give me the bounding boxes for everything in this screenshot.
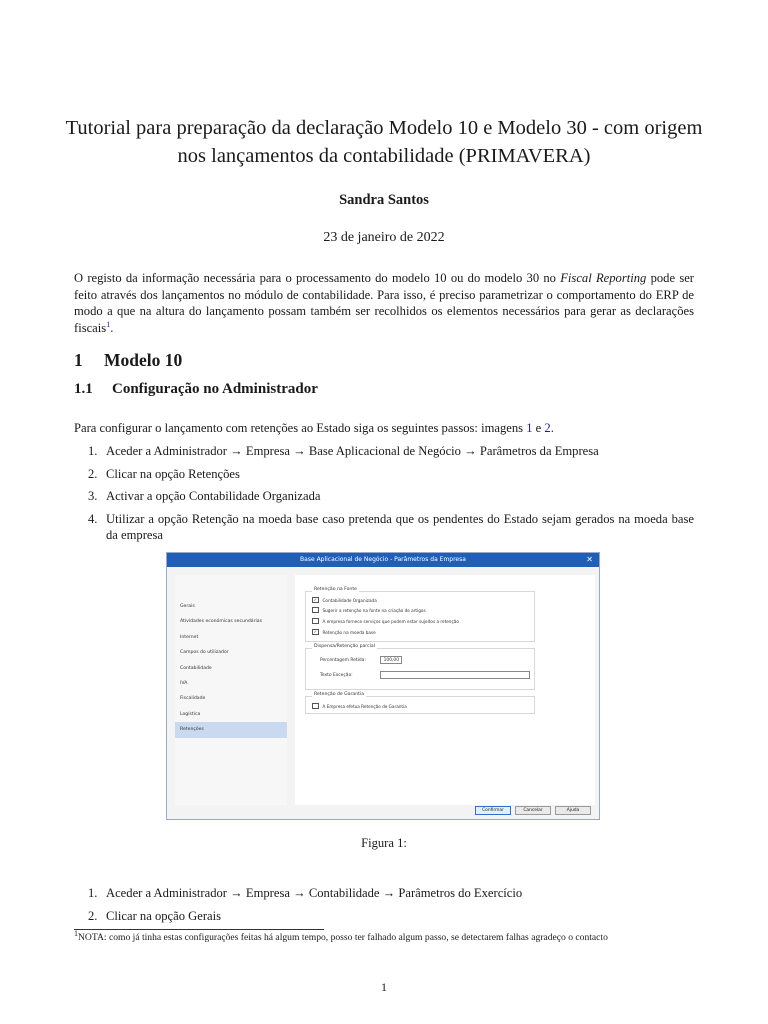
option-label: Sugerir a retenção na fonte na criação de artigos xyxy=(322,607,426,613)
step-text: Utilizar a opção Retenção na moeda base caso pretenda que os pendentes do Estado sejam gerados na moeda base da empresa xyxy=(106,511,694,542)
subsection-heading xyxy=(74,381,318,398)
sidebar-item-logistica: Logística xyxy=(180,711,201,717)
list-item xyxy=(74,488,694,504)
instructions-text: Para configurar o lançamento com retenções ao Estado siga os seguintes passos: imagens xyxy=(74,421,527,435)
footnote-divider xyxy=(74,929,324,930)
option-label: Contabilidade Organizada xyxy=(322,597,377,603)
step-text: Clicar na opção Gerais xyxy=(106,908,222,923)
footnote-mark: 1 xyxy=(74,928,78,938)
sidebar-item-iva: IVA xyxy=(180,680,188,686)
document-date: 23 de janeiro de 2022 xyxy=(323,230,445,245)
figure-caption: Figura 1: xyxy=(361,836,407,850)
settings-sidebar xyxy=(175,575,287,805)
option-row xyxy=(312,628,376,636)
option-row xyxy=(312,702,407,710)
document-title: Tutorial para preparação da declaração Modelo 10 e Modelo 30 - com origem nos lançamentos da contabilidade (PRIMAVERA) xyxy=(65,117,703,167)
exception-label: Texto Exceção: xyxy=(320,673,353,678)
group-title: Dispensa/Retenção parcial xyxy=(314,644,375,649)
intro-paragraph xyxy=(74,270,694,336)
abstract-text-2: pode ser feito através dos lançamentos no módulo de contabilidade. Para isso, é preciso parametrizar o comportamento do ERP de modo a que na altura do lançamento possam também ser recolhidos os elementos necessários para gerar as declarações fiscais xyxy=(74,271,695,335)
window-titlebar xyxy=(167,553,599,567)
group-garantia xyxy=(305,692,535,714)
step-number: 2. xyxy=(88,908,98,923)
section-heading xyxy=(74,350,182,371)
sidebar-item-atividades: Atividades económicas secundárias xyxy=(180,619,262,625)
steps-list-2 xyxy=(74,885,694,930)
checkbox-icon xyxy=(312,607,319,614)
abstract-text-1: O registo da informação necessária para o processamento do modelo 10 ou do modelo 30 no xyxy=(74,271,561,285)
sidebar-item-internet: Internet xyxy=(180,634,199,640)
list-item xyxy=(74,511,694,543)
checkbox-checked-icon: ✓ xyxy=(313,628,317,634)
document-author: Sandra Santos xyxy=(339,192,429,208)
section-number: 1 xyxy=(74,350,83,370)
figure-ref-1[interactable]: 1 xyxy=(526,421,533,435)
page-number: 1 xyxy=(381,980,387,994)
option-label: A Empresa efetua Retenção de Garantia xyxy=(322,703,407,709)
list-item xyxy=(74,885,694,901)
list-item xyxy=(74,443,694,459)
subsection-number: 1.1 xyxy=(74,381,93,397)
settings-panel xyxy=(295,575,595,805)
group-title: Retenção de Garantia xyxy=(314,692,365,697)
checkbox-icon xyxy=(312,618,319,625)
section-title: Modelo 10 xyxy=(104,350,183,370)
group-dispensa xyxy=(305,644,535,690)
footnote-text: NOTA: como já tinha estas configurações feitas há algum tempo, posso ter falhado algum passo, se detectarem falhas agradeço o contacto xyxy=(78,932,608,943)
figure-screenshot xyxy=(166,552,600,820)
sidebar-item-fiscalidade: Fiscalidade xyxy=(180,696,206,702)
confirm-button: Confirmar xyxy=(475,806,511,815)
close-icon: ✕ xyxy=(586,555,593,564)
option-row xyxy=(312,596,377,604)
exception-field xyxy=(380,671,530,679)
step-number: 3. xyxy=(88,489,98,503)
step-text: Aceder a Administrador → Empresa → Contabilidade → Parâmetros do Exercício xyxy=(106,886,523,900)
cancel-button: Cancelar xyxy=(515,806,551,815)
group-title: Retenção na Fonte xyxy=(314,587,357,592)
sidebar-item-retencoes: Retenções xyxy=(175,722,287,737)
sidebar-item-contabilidade: Contabilidade xyxy=(180,665,212,671)
checkbox-checked-icon: ✓ xyxy=(313,596,317,602)
sidebar-item-campos: Campos do utilizador xyxy=(180,650,229,656)
step-number: 2. xyxy=(88,466,98,481)
step-number: 4. xyxy=(88,511,98,526)
step-text: Clicar na opção Retenções xyxy=(106,466,240,481)
step-number: 1. xyxy=(88,444,98,458)
instructions-and: e xyxy=(532,421,545,435)
group-retencao-fonte xyxy=(305,587,535,642)
step-number: 1. xyxy=(88,886,98,900)
dialog-buttons xyxy=(475,806,591,815)
subsection-title: Configuração no Administrador xyxy=(112,381,318,397)
sidebar-item-gerais: Gerais xyxy=(180,604,195,609)
steps-list-1 xyxy=(74,443,694,549)
percent-field: 100,00 xyxy=(380,656,402,664)
option-label: A empresa fornece serviços que podem estar sujeitos a retenção xyxy=(322,618,459,624)
help-button: Ajuda xyxy=(555,806,591,815)
footnote xyxy=(74,928,696,945)
window-title: Base Aplicacional de Negócio - Parâmetros da Empresa xyxy=(300,556,466,563)
abstract-italic: Fiscal Reporting xyxy=(560,271,647,285)
step-text: Activar a opção Contabilidade Organizada xyxy=(106,489,321,503)
option-row xyxy=(312,606,426,614)
step-text: Aceder a Administrador → Empresa → Base Aplicacional de Negócio → Parâmetros da Empresa xyxy=(106,444,599,458)
checkbox-icon xyxy=(312,703,319,710)
abstract-end: . xyxy=(110,320,114,335)
percent-label: Percentagem Retida: xyxy=(320,658,366,663)
list-item xyxy=(74,908,694,924)
figure-ref-2[interactable]: 2 xyxy=(544,421,551,435)
option-row xyxy=(312,617,459,625)
list-item xyxy=(74,466,694,482)
instructions-paragraph xyxy=(74,421,554,436)
instructions-end: . xyxy=(550,421,554,435)
footnote-ref[interactable]: 1 xyxy=(106,319,111,329)
option-label: Retenção na moeda base xyxy=(322,629,376,635)
